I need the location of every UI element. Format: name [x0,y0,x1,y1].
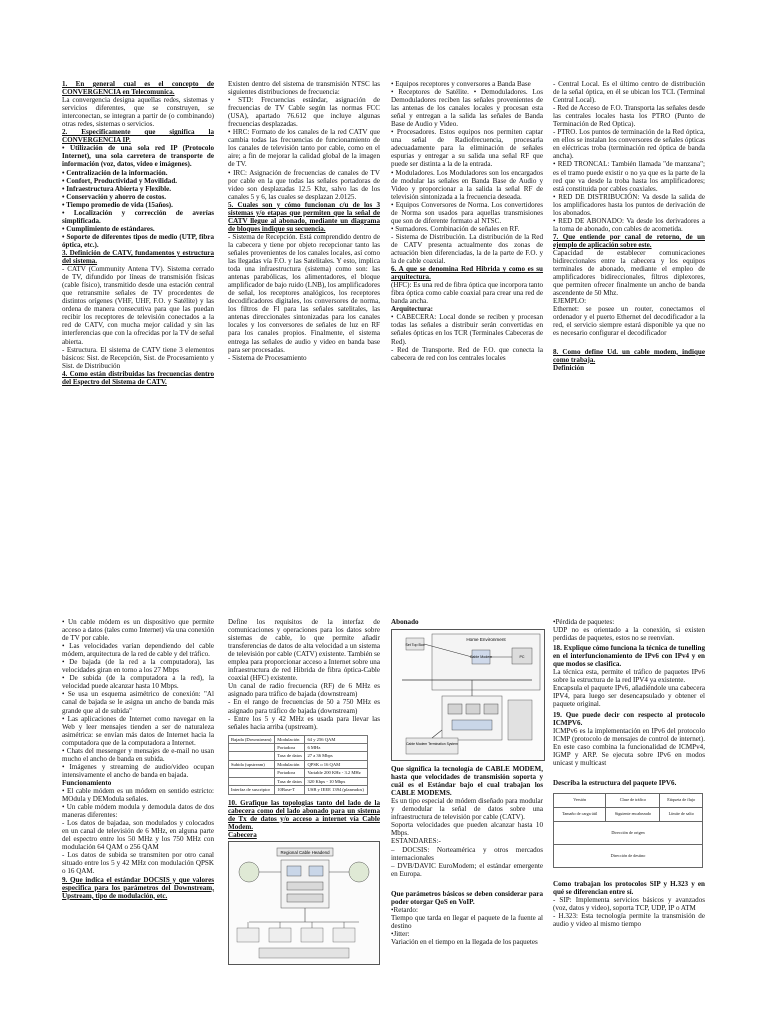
bold-text: • Soporte de diferentes tipos de medio (UTP, fibra óptica, etc.). [62,232,214,249]
pc-label: PC [519,655,525,660]
paragraph: • Sumadores. Combinación de señales en RF. [391,224,520,233]
column-2 [228,618,380,965]
column-4 [553,618,705,928]
column-3 [391,618,543,946]
table-cell: Portadora [275,744,305,752]
table-cell: 27 a 36 Mbps [305,752,368,760]
table-cell: Variable 200 KHz - 3.2 MHz [305,769,368,777]
table-cell: Dirección de destino [554,844,703,867]
headend-topology-svg [229,842,379,964]
paragraph: - Red de Acceso de F.O. Transporta las señales desde las centrales locales hasta los PTRO (Punto de Terminación de Red Optica). [553,104,705,129]
paragraph: • El cable módem es un módem en sentido estricto: MOdula y DEModula señales. [62,786,214,804]
paragraph: - CATV (Community Antena TV). Sistema cerrado de TV, difundido por líneas de transmisión físicas (cable físico), transmitido desde una estación central que retransmite señales de TV procedentes de distintos orígenes (VHF, UHF, F.O. y Satélite) y las ordena de manera consecutiva para que las puedan recibir los receptores de televisión conectados a la red de CATV, con mucha mejor calidad y sin las interferencias que con la ofrecidas por la TV de señal abierta. [62,265,214,346]
table-cell: Subida (upstream) [229,760,275,768]
heading: Cabecera [228,830,257,839]
column-4 [553,80,705,372]
paragraph: • Se usa un esquema asimétrico de conexión: "Al canal de bajada se le asigna un ancho de banda más grande que al de subida" [62,690,214,715]
table-cell [229,752,275,760]
bold-text: Funcionamiento [62,778,112,787]
heading: 4. Como están distribuidas las frecuencias dentro del Espectro del Sistema de CATV. [62,369,214,386]
table-cell: QPSK o 16 QAM [305,760,368,768]
paragraph: • HRC: Formato de los canales de la red CATV que cambia todas las frecuencias de funcionamiento de los canales de televisión tanto por cable, como en el aire; a fin de mejorar la calidad global de la imagen de TV. [228,128,380,169]
paragraph: •Retardo: [391,905,418,914]
table-cell: Clase de tráfico [606,793,660,807]
paragraph: - H.323: Esta tecnología permite la transmisión de audio y video al mismo tiempo [553,912,705,929]
heading: Que significa la tecnología de CABLE MODEM, hasta que velocidades de transmisión soporta y cuál es el Estándar bajo el cual trabajan los CABLE MODEMS. [391,765,543,798]
docsis-table [228,735,368,795]
paragraph: UDP no es orientado a la conexión, si existen perdidas de paquetes, estos no se reenvían. [553,626,705,643]
heading: 9. Que indica el estándar DOCSIS y que valores especifica para los parámetros del Downstream, Upstream, tipo de modulación, etc. [62,875,214,900]
table-cell: 10Base-T [275,786,305,794]
paragraph: Existen dentro del sistema de transmisión NTSC las siguientes distribuciones de frecuencia: [228,80,380,97]
heading: 10. Grafique las topologias tanto del lado de la cabecera como del lado abonado para un sistema de Tx de datos y/o acceso a internet vía Cable Modem. [228,798,380,831]
paragraph: Es un tipo especial de módem diseñado para modular y demodular la señal de datos sobre una infraestructura de televisión por cable (CATV). [391,797,543,822]
bold-text: • Centralización de la información. [62,168,168,177]
table-cell [229,769,275,777]
spacer [553,338,705,348]
home-environment-label: Home Environment [466,637,506,643]
cmts-label: Cable Modem Termination System [406,742,458,747]
paragraph: • RED TRONCAL: También llamada "de manzana"; es el tramo puede existir o no ya que es la parte de la red que va desde la troba hasta los amplificadores; está constituida por cables coaxiales. [553,160,705,193]
spacer [553,868,705,878]
table-cell: Versión [554,793,606,807]
paragraph: - SIP: Implementa servicios básicos y avanzados (voz, datos y video), soporta TCP, UDP, IP o ATM [553,895,705,913]
table-row [229,777,368,785]
table-cell: Portadora [275,769,305,777]
paragraph: - Sistema de Recepción. Está comprendido dentro de la cabecera y tiene por objeto recepcionar tanto las señales provenientes de los canales locales, así como las llegadas vía F.O. y las Satelitales. Y esto, implica toda una infraestructura (sistema) como son: las antenas parabólicas, los alimentadores, el bloque amplificador de bajo ruido (LNB), los amplificadores de señal, los receptores analógicos, los receptores decodificadores digitales, los conversores de norma, los filtros de FI para las señales satelitales, las antenas direccionales sintonizadas para los canales locales y los conversores de señales de luz en RF para los canales propios. Finalmente, el sistema entrega las señales de audio y video en banda base para ser procesadas. [228,232,380,354]
bold-text: • Localización y corrección de averías simplificada. [62,208,214,225]
spacer [553,767,705,777]
heading: 3. Definición de CATV, fundamentos y estructura del sistema. [62,248,214,266]
bold-text: Definición [553,363,585,372]
column-1 [62,80,214,386]
table-cell: Siguiente encabezado [606,807,660,821]
table-cell: 64 y 256 QAM [305,735,368,743]
paragraph: La técnica esta, permite el tráfico de paquetes IPv6 sobre la estructura de la red IPV4 ya existente. [553,668,705,685]
bold-text: • Utilización de una sola red IP (Protocolo Internet), una sola carretera de transporte de información (voz, datos, video e imágenes). [62,144,214,169]
table-cell: Modulación [275,760,305,768]
table-row [229,786,368,794]
table-cell: Interfaz de suscriptor [229,786,275,794]
paragraph: • RED DE DISTRIBUCIÓN: Va desde la salida de los amplificadores hasta los puntos de derivación de los abonados. [553,192,705,217]
table-cell: Límite de salto [660,807,703,821]
table-row [229,735,368,743]
table-row [229,744,368,752]
paragraph: • De subida (de la computadora a la red), la velocidad puede alcanzar hasta 10 Mbps. [62,674,214,691]
paragraph: - Red de Transporte. Red de F.O. que conecta la cabecera de red con los centrales locales [391,345,543,362]
paragraph: – DOCSIS: Norteamérica y otros mercados internacionales [391,845,543,862]
bold-text: Abonado [391,618,419,626]
paragraph: - Sistema de Procesamiento [228,353,307,362]
paragraph: • RED DE ABONADO: Va desde los derivadores a la toma de abonado, con cables de acometida. [553,216,705,233]
table-cell: Modulación [275,735,305,743]
paragraph: Capacidad de establecer comunicaciones bidireccionales entre la cabecera y los equipos terminales de abonado, mediante el empleo de amplificadores bidireccionales, filtros diplexores, que permiten ofrecer finalmente un ancho de banda ascendente de 50 Mhz. [553,248,705,298]
paragraph: - Estructura. El sistema de CATV tiene 3 elementos básicos: Sist. de Recepción, Sist. de Procesamiento y Sist. de Distribución [62,345,214,370]
bold-text: Arquitectura: [391,305,434,314]
paragraph: •Jitter: [391,929,410,938]
paragraph: • Equipos Conversores de Norma. Los convertidores de Norma son usados para aquellas transmisiones que son de diferente formato al NTSC. [391,200,543,225]
paragraph: • Chats del messenger y mensajes de e-mail no usan mucho el ancho de banda en subida. [62,746,214,763]
paragraph: - PTRO. Los puntos de terminación de la Red óptica, en ellos se instalan los conversores de señales ópticas en eléctricas troba (terminación red óptica de banda ancha). [553,128,705,161]
paragraph: • STD: Frecuencias estándar, asignación de frecuencias de TV Cable según las normas FCC (USA), apartado 76.612 que incluye algunas frecuencias desplazadas. [228,96,380,129]
table-cell: Bajada (Downstream) [229,735,275,743]
paragraph: - Los datos de subida se transmiten por otro canal situado entre los 5 y 42 MHz con modulación QPSK o 16 QAM. [62,851,214,876]
paragraph: ICMPv6 es la implementación en IPv6 del protocolo ICMP (protocolo de mensajes de control de internet). En este caso combina la funcionalidad de ICMPv4, IGMP y ARP. Se ejecuta sobre IPv6 en modos unicast y multicast [553,726,705,767]
cable-modem-label: Cable Modem [469,655,493,660]
paragraph: Ethernet: se posee un router, conectamos el ordenador y el puerto Ethernet del decodificador a la red, el servicio siempre estará disponible ya que no es necesario configurar el decodificador [553,305,705,338]
paragraph: ESTANDARES:- [391,837,441,846]
subscriber-diagram [391,629,545,761]
paragraph: Un canal de radio frecuencia (RF) de 6 MHz es asignado para tráfico de bajada (downstream) [228,682,380,699]
paragraph: • CABECERA: Local donde se reciben y procesan todas las señales a distribuir serán convertidas en señales ópticas en los TCR (Terminales Cabeceras de Red). [391,313,543,346]
heading: Que parámetros básicos se deben considerar para poder otorgar QoS en VoIP. [391,889,543,906]
paragraph: • Las velocidades varían dependiendo del cable módem, arquitectura de la red de cable y del tráfico. [62,642,214,659]
column-3 [391,80,543,362]
ipv6-header-table [553,793,703,868]
paragraph: Encapsula el paquete IPv6, añadiéndole una cabecera IPV4, para luego ser desencapsulado y obtener el paquete original. [553,684,705,709]
paragraph: - Central Local. Es el último centro de distribución de la señal óptica, en él se ubican los TCL (Terminal Central Local). [553,80,705,105]
bold-text: • Infraestructura Abierta y Flexible. [62,184,172,193]
bold-text: • Tiempo promedio de vida (15años). [62,200,173,209]
paragraph: • Las aplicaciones de Internet como navegar en la Web y leer mensajes tienden a ser de naturaleza asimétrica: se envían más datos de Internet hacia la computadora que de la computadora a Internet. [62,714,214,747]
paragraph: • Imágenes y streaming de audio/video ocupan intensivamente el ancho de banda en bajada. [62,762,214,779]
table-cell: Dirección de origen [554,821,703,844]
heading: 6. A que se denomina Red Hibrida y como es su arquitectura. [391,265,543,282]
bold-text: • Confort, Productividad y Movilidad. [62,176,178,185]
column-2 [228,80,380,362]
table-row [229,752,368,760]
headend-diagram [228,841,380,965]
paragraph: • Un cable módem es un dispositivo que permite acceso a datos (tales como Internet) vía una conexión de TV por cable. [62,618,214,643]
paragraph: La convergencia designa aquellas redes, sistemas y servicios diferentes, que se construyen, se interconectan, se integran a partir de (o combinando) otras redes, sistemas o servicios. [62,96,214,129]
paragraph: - Sistema de Distribución. La distribución de la Red de CATV presenta actualmente dos zonas de actuación bien diferenciadas, la de la parte de F.O. y la de cable coaxial. [391,232,543,266]
spacer [391,878,543,888]
heading: 19. Que puede decir con respecto al protocolo ICMPV6. [553,710,705,727]
paragraph: • Un cable módem modula y demodula datos de dos maneras diferentes: [62,803,214,820]
paragraph: • Equipos receptores y conversores a Banda Base [391,80,531,88]
heading: 18. Explique cómo funciona la técnica de tunelling en el interfuncionamiento de IPv6 con IPv4 y en que modos se clasifica. [553,644,705,669]
heading: 5. Cuales son y cómo funcionan c/u de los 3 sistemas y/o etapas que permiten que la señal de CATV llegue al abonado, mediante un diagrama de bloques indique su secuencia. [228,200,380,233]
paragraph: Tiempo que tarda en llegar el paquete de la fuente al destino [391,913,543,930]
bold-text: • Conservación y ahorro de costos. [62,192,167,201]
paragraph: - En el rango de frecuencias de 50 a 750 MHz es asignado para tráfico de bajada (downstream) [228,698,380,715]
page-bottom [0,512,768,1024]
paragraph: •Pérdida de paquetes: [553,618,615,626]
table-row [554,844,703,867]
paragraph: Soporta velocidades que pueden alcanzar hasta 10 Mbps. [391,821,543,838]
heading: Como trabajan los protocolos SIP y H.323 y en qué se diferencian entre sí. [553,879,705,896]
paragraph: - Entre los 5 y 42 MHz es usada para llevar las señales hacia arriba (upstream). [228,714,380,731]
table-cell: Tasa de datos [275,752,305,760]
heading: Describa la estructura del paquete IPV6. [553,778,677,787]
table-cell: Tasa de datos [275,777,305,785]
table-cell: Tamaño de carga útil [554,807,606,821]
heading: 7. Que entiende por canal de retorno, de un ejemplo de aplicación sobre este. [553,232,705,249]
table-row [554,793,703,807]
paragraph: – DVB/DAVIC EuroModem; el estándar emergente en Europa. [391,861,543,878]
table-cell: USB y IEEE 1394 (planeados) [305,786,368,794]
paragraph: • De bajada (de la red a la computadora), las velocidades giran en torno a los 27 Mbps [62,658,214,675]
table-row [554,821,703,844]
paragraph: - Los datos de bajadaa, son modulados y colocados en un canal de televisión de 6 MHz, en alguna parte del espectro entre los 50 MHz y los 750 MHz con modulación 64 QAM o 256 QAM [62,819,214,852]
paragraph: Define los requisitos de la interfaz de comunicaciones y operaciones para los datos sobre sistemas de cable, lo que permite añadir transferencias de datos de alta velocidad a un sistema de televisión por cable (CATV) existente. También se emplea para proporcionar acceso a Internet sobre una infraestructura de red Hibrida de fibra óptica-Cable coaxial (HFC) existente. [228,618,380,683]
table-row [554,807,703,821]
heading: 2. Especificamente que significa la CONVERGENCIA IP. [62,128,214,145]
table-row [229,769,368,777]
paragraph: • IRC: Asignación de frecuencias de canales de TV por cable en la que todas las señales portadoras de video son desplazadas 12.5 Khz, salvo las de los canales 5 y 6, las cuales se desplazan 2.0125. [228,168,380,201]
table-cell [229,744,275,752]
heading: 1. En general cual es el concepto de CONVERGENCIA en Telecomunica. [62,80,214,97]
bold-text: • Cumplimiento de estándares. [62,224,155,233]
headend-title: Regional Cable Headend [280,849,330,855]
paragraph: (HFC): Es una red de fibra óptica que incorpora tanto fibra óptica como cable coaxial para crear una red de banda ancha. [391,281,543,306]
column-1 [62,618,214,900]
set-top-box-label: Set Top Box [405,643,425,648]
table-row [229,760,368,768]
table-cell: Etiqueta de flujo [660,793,703,807]
table-cell: 6 MHz [305,744,368,752]
table-cell: 320 Kbps - 10 Mbps [305,777,368,785]
table-cell [229,777,275,785]
paragraph: • Procesadores. Estos equipos nos permiten captar una señal de Radiofrecuencia, procesarla adecuadamente para la eliminación de señales espurias y entregar a su salida una señal RF que puede ser distinta a la de la entrada. [391,128,543,169]
heading: 8. Como define Ud. un cable modem, indique como trabaja. [553,347,705,364]
paragraph: Variación en el tiempo en la llegada de los paquetes [391,937,538,946]
paragraph: EJEMPLO: [553,297,587,306]
paragraph: • Receptores de Satélite. • Demoduladores. Los Demoduladores reciben las señales provenientes de las antenas de los canales locales y procesan esta señal y entregan a la salida las señales de Banda Base de Audio y Video. [391,88,543,129]
subscriber-topology-svg [392,630,544,760]
paragraph: • Moduladores. Los Moduladores son los encargados de modular las señales en Banda Base de Audio y Video y proporcionar a la salida la señal RF de televisión sintonizada a la frecuencia deseada. [391,168,543,201]
